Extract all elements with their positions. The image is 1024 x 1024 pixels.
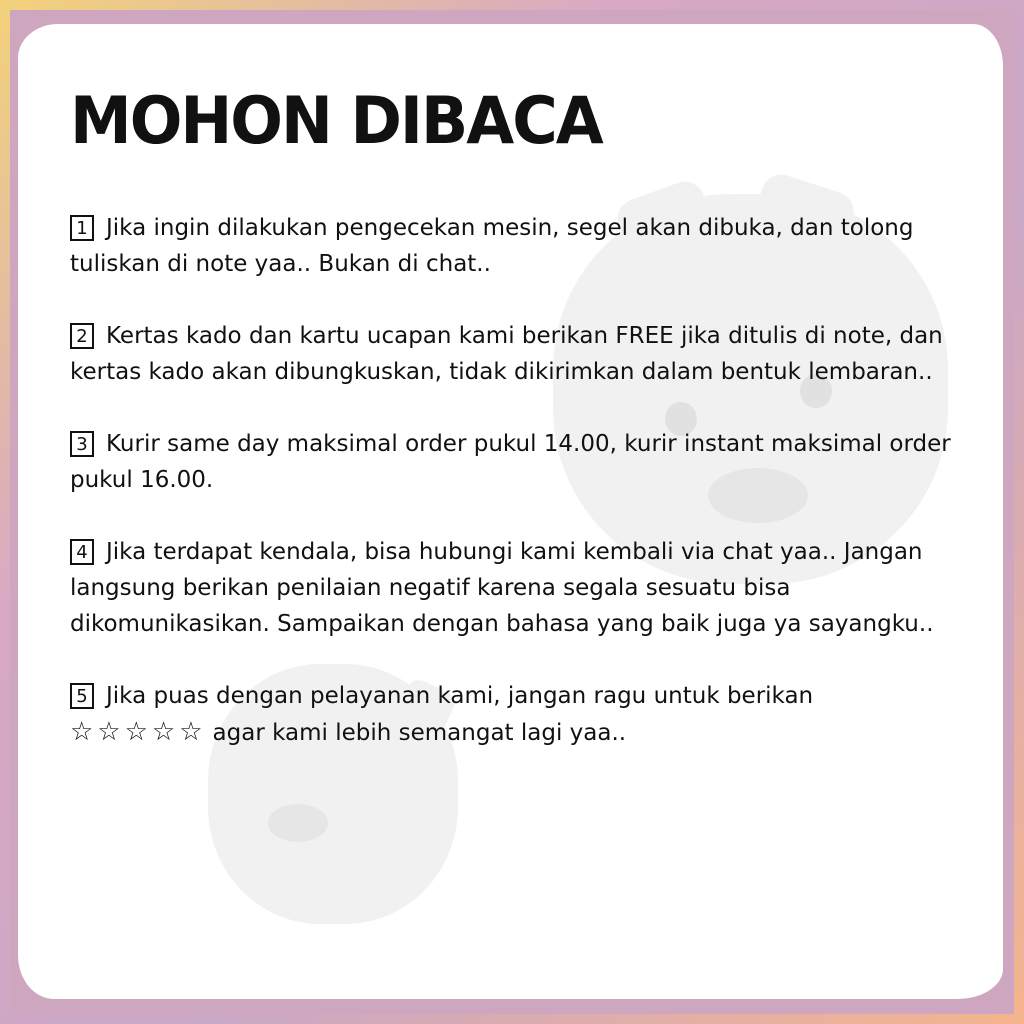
list-item (70, 678, 970, 751)
item-number: 5 (70, 683, 94, 709)
notice-card (18, 24, 1003, 999)
item-text: Kurir same day maksimal order pukul 14.00, kurir instant maksimal order pukul 16.00. (70, 431, 951, 493)
item-number: 2 (70, 323, 94, 349)
mascot-snout (268, 804, 328, 842)
list-item (70, 426, 970, 498)
list-item (70, 534, 970, 642)
page-title: MOHON DIBACA (70, 82, 602, 159)
notice-list (70, 210, 970, 787)
item-text: Jika puas dengan pelayanan kami, jangan ragu untuk berikan (106, 683, 814, 709)
item-text: agar kami lebih semangat lagi yaa.. (212, 720, 627, 746)
star-rating-icon: ☆☆☆☆☆ (70, 717, 207, 747)
item-text: Kertas kado dan kartu ucapan kami berikan FREE jika ditulis di note, dan kertas kado akan dibungkuskan, tidak dikirimkan dalam bentuk lembaran.. (70, 323, 943, 385)
item-text: Jika ingin dilakukan pengecekan mesin, segel akan dibuka, dan tolong tuliskan di note yaa.. Bukan di chat.. (70, 215, 914, 277)
item-text: Jika terdapat kendala, bisa hubungi kami kembali via chat yaa.. Jangan langsung berikan penilaian negatif karena segala sesuatu bisa dikomunikasikan. Sampaikan dengan bahasa yang baik juga ya sayangku.. (70, 539, 934, 637)
list-item (70, 318, 970, 390)
list-item (70, 210, 970, 282)
item-number: 3 (70, 431, 94, 457)
item-number: 4 (70, 539, 94, 565)
item-number: 1 (70, 215, 94, 241)
